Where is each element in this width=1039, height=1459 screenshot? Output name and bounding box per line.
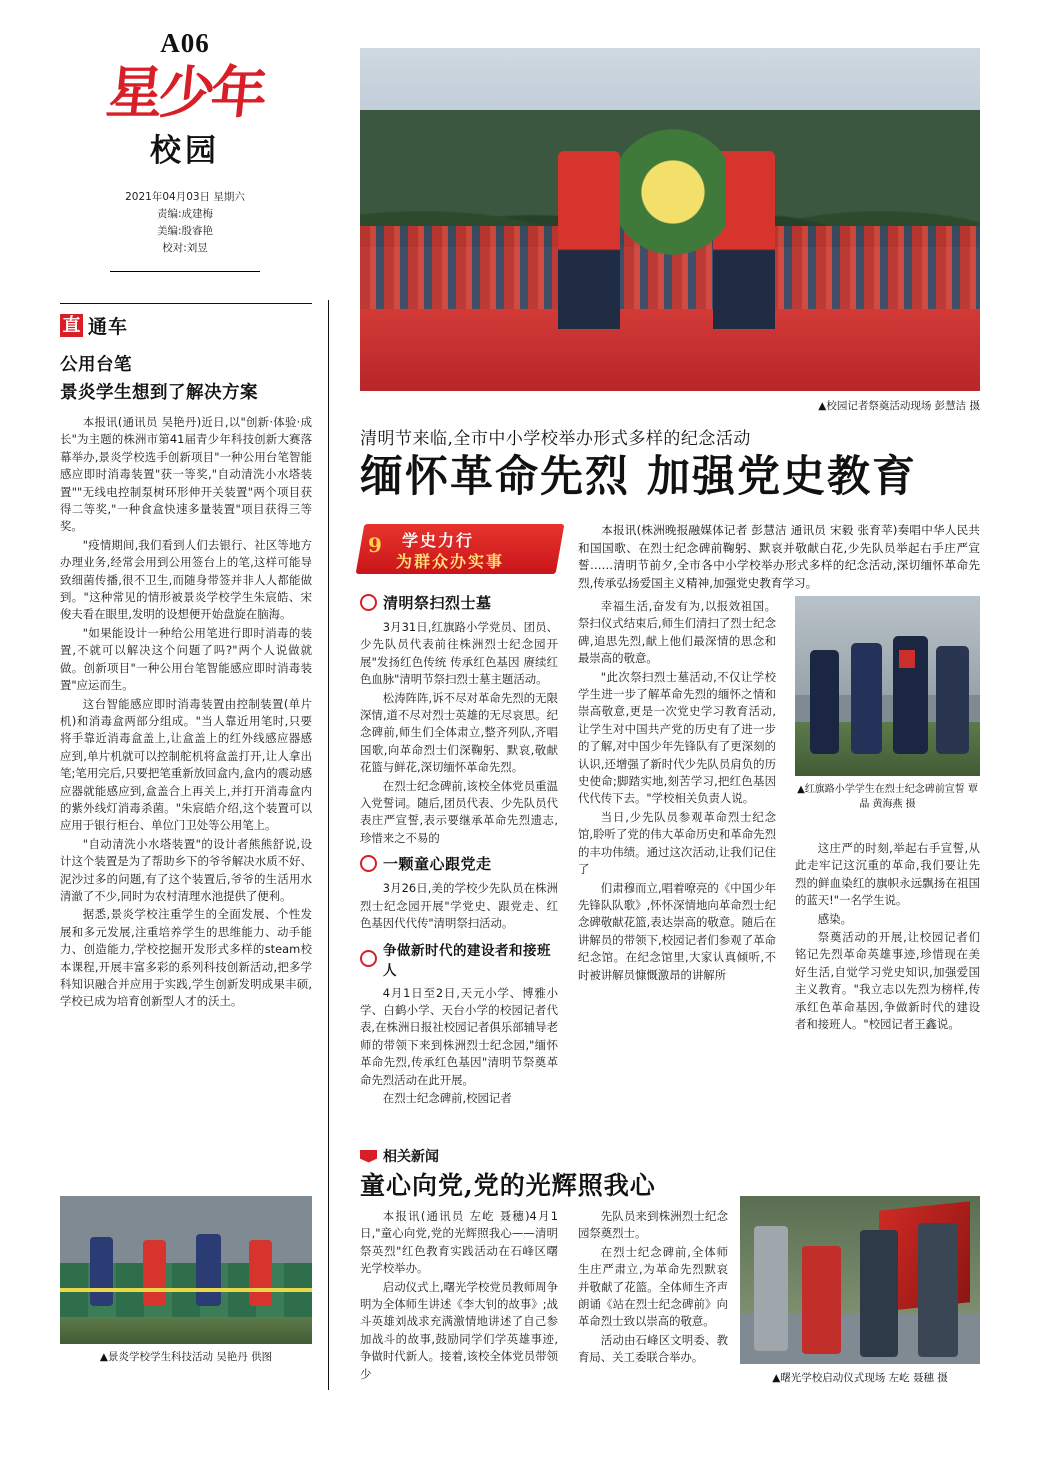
- left-column-top-rule: [60, 303, 312, 304]
- paragraph: 松涛阵阵,诉不尽对革命先烈的无限深情,道不尽对烈士英雄的无尽哀思。纪念碑前,师生们全体肃立,整齐列队,齐唱国歌,向革命烈士们深鞠躬、默哀,敬献花篮与鲜花,深切缅怀革命先烈。: [360, 690, 558, 775]
- related-news-headline: 童心向党,党的光辉照我心: [360, 1171, 656, 1200]
- photo-person-right: [918, 1223, 959, 1357]
- photo-flower-wreath: [620, 103, 725, 281]
- column-divider-rule: [328, 300, 329, 1390]
- paragraph: 活动由石峰区文明委、教育局、关工委联合举办。: [578, 1332, 728, 1365]
- left-article-body: [60, 414, 312, 1011]
- page-number: A06: [160, 28, 210, 58]
- main-story-body-c: [795, 840, 980, 1033]
- masthead: [60, 28, 310, 272]
- photo-student-4: [249, 1240, 272, 1305]
- left-photo-block: [60, 1196, 312, 1364]
- left-headline-line1: 公用台笔: [60, 355, 132, 375]
- paragraph: 启动仪式上,曙光学校党员教师周争明为全体师生讲述《李大钊的故事》;战斗英雄刘战求充满激情地讲述了自己参加战斗的故事,鼓励同学们学英雄事迹,争做时代新人。接着,该校全体党员带领少: [360, 1279, 558, 1381]
- oath-ceremony-photo: [795, 596, 980, 776]
- paragraph: 当日,少先队员参观革命烈士纪念馆,聆听了党的伟大革命历史和革命先烈的丰功伟绩。通过这次活动,让我们记住了: [578, 809, 776, 877]
- student-science-activity-photo: [60, 1196, 312, 1344]
- paragraph: 4月1日至2日,天元小学、博雅小学、白鹤小学、天台小学的校园记者代表,在株洲日报社校园记者俱乐部辅导老师的带领下来到株洲烈士纪念园,"缅怀革命先烈,传承红色基因"清明节祭奠革命先烈活动在此开展。: [360, 985, 558, 1087]
- photo-adult: [936, 646, 969, 754]
- related-news-column-a: [360, 1208, 558, 1384]
- main-story-body-a: [360, 619, 558, 847]
- subheading-3: [360, 939, 558, 979]
- subheading-1-text: 清明祭扫烈士墓: [383, 594, 492, 612]
- photo-grass-layer: [60, 1317, 312, 1344]
- photo-red-carpet-layer: [360, 309, 980, 391]
- main-story-body-a2: [360, 880, 558, 932]
- left-photo-caption: ▲景炎学校学生科技活动 吴艳丹 供图: [99, 1351, 273, 1363]
- photo-person-left: [754, 1226, 788, 1350]
- paragraph: "疫情期间,我们看到人们去银行、社区等地方办理业务,经常会用到公用签台上的笔,这样可能导致细菌传播,很不卫生,而随身带签并非人人都能做到。"这种常见的情形被景炎学校学生朱宸皓、宋俊夫看在眼里,发明的设想便开始盘旋在脑海。: [60, 537, 312, 622]
- imprint-block: [60, 189, 310, 257]
- paragraph: 3月26日,美的学校少先队员在株洲烈士纪念园开展"学党史、跟党走、红色基因代代传"清明祭扫活动。: [360, 881, 558, 931]
- related-news-body-a: [360, 1208, 558, 1383]
- related-news-flag: [360, 1146, 439, 1166]
- launch-ceremony-photo: [740, 1196, 980, 1364]
- main-story-column-a: [360, 586, 558, 1108]
- right-photo-caption: ▲曙光学校启动仪式现场 左屹 聂穗 摄: [772, 1372, 948, 1384]
- paragraph: "自动清洗小水塔装置"的设计者熊熊舒说,设计这个装置是为了帮助乡下的爷爷解决水质不好、泥沙过多的问题,有了这个装置后,爷爷的生活用水清澈了不少,同时为农村清理水池提供了便利。: [60, 836, 312, 903]
- ribbon-line2: 为群众办实事: [396, 552, 505, 571]
- mid-photo-caption: ▲红旗路小学学生在烈士纪念碑前宣誓 覃晶 黄海燕 摄: [797, 784, 978, 810]
- ribbon-line1: 学史力行: [402, 531, 475, 550]
- section-flag-zhitongche: [60, 312, 312, 339]
- main-story-body-a3: [360, 985, 558, 1108]
- top-photo-wreath-ceremony: [360, 48, 980, 391]
- left-column: [60, 312, 312, 1012]
- subheading-1: [360, 592, 558, 613]
- publication-logo: [60, 60, 310, 175]
- top-photo-caption: ▲校园记者祭奠活动现场 彭慧洁 摄: [818, 400, 980, 412]
- paragraph: "此次祭扫烈士墓活动,不仅让学校学生进一步了解革命先烈的缅怀之情和崇高敬意,更是一次党史学习教育活动,让学生对中国共产党的历史有了进一步的了解,对中国少年先锋队有了更深刻的认识,还增强了新时代少先队员肩负的历史使命;脚踏实地,刻苦学习,把红色基因代代传下去。"学校相关负责人说。: [578, 669, 776, 806]
- paragraph: 幸福生活,奋发有为,以报效祖国。祭扫仪式结束后,师生们清扫了烈士纪念碑,追思先烈,献上他们最深情的思念和最崇高的敬意。: [578, 599, 776, 666]
- issue-date: 2021年04月03日 星期六: [125, 191, 245, 203]
- shoulder-headline: 清明节来临,全市中小学校举办形式多样的纪念活动: [360, 429, 751, 449]
- ring-bullet-icon: [360, 950, 377, 967]
- logo-main-text: 星少年: [103, 60, 267, 126]
- photo-student-left: [558, 151, 620, 329]
- photo-student-b: [851, 643, 882, 755]
- paragraph: 据悉,景炎学校注重学生的全面发展、个性发展和多元发展,注重培养学生的思维能力、动手能力、创造能力,学校挖掘开发形式多样的steam校本课程,开展丰富多彩的系列科技创新活动,把多学科知识融合并应用于实践,学生创新发明成果丰硕,学校已成为培育创新型人才的沃土。: [60, 907, 312, 1009]
- paragraph: 先队员来到株洲烈士纪念园祭奠烈士。: [578, 1209, 728, 1241]
- photo-student-red: [802, 1246, 840, 1354]
- photo-red-scarf: [899, 650, 916, 668]
- main-story-body-b: [578, 598, 776, 984]
- paragraph: 在烈士纪念碑前,全体师生庄严肃立,为革命先烈默哀并敬献了花篮。全体师生齐声朗诵《站在烈士纪念碑前》向革命烈士致以崇高的敬意。: [578, 1244, 728, 1329]
- related-news-column-b: [578, 1208, 728, 1368]
- paragraph: 本报讯(通讯员 左屹 聂穗)4月1日,"童心向党,党的光辉照我心——清明祭英烈"红色教育实践活动在石峰区曙光学校举办。: [360, 1209, 558, 1276]
- designer-credit: 美编:殷睿艳: [156, 225, 214, 237]
- ribbon-number: 9: [368, 533, 382, 557]
- section-flag-char: 直: [60, 314, 83, 337]
- ring-bullet-icon: [360, 594, 377, 611]
- proofreader-credit: 校对:刘昱: [162, 242, 208, 254]
- paragraph: 本报讯(株洲晚报融媒体记者 彭慧洁 通讯员 宋毅 张育苹)奏唱中华人民共和国国歌、在烈士纪念碑前鞠躬、默哀并敬献白花,少先队员举起右手庄严宣誓……清明节前夕,全市各中小学校举办形式多样的纪念活动,深切缅怀革命先烈,传承弘扬爱国主义精神,加强党史教育学习。: [578, 523, 980, 590]
- photo-student-2: [143, 1240, 166, 1305]
- subheading-3-text: 争做新时代的建设者和接班人: [383, 942, 551, 979]
- section-flag-text: 通车: [88, 316, 129, 338]
- paragraph: 这庄严的时刻,举起右手宣誓,从此走牢记这沉重的革命,我们要让先烈的鲜血染红的旗帜永远飘扬在祖国的蓝天!"一名学生说。: [795, 841, 980, 908]
- main-headline: 缅怀革命先烈 加强党史教育: [360, 452, 917, 502]
- left-headline-line2: 景炎学生想到了解决方案: [60, 383, 258, 403]
- main-story-column-b: [578, 598, 776, 985]
- paragraph: 在烈士纪念碑前,该校全体党员重温入党誓词。随后,团员代表、少先队员代表庄严宣誓,表示要继承革命先烈遗志,珍惜来之不易的: [360, 778, 558, 845]
- editor-credit: 责编:成建梅: [156, 208, 214, 220]
- paragraph: 这台智能感应即时消毒装置由控制装置(单片机)和消毒盒两部分组成。"当人靠近用笔时,只要将手靠近消毒盒盖上,让盒盖上的红外线感应器感应到,单片机就可以控制舵机将盒盖打开,让人拿出笔;笔用完后,只要把笔重新放回盒内,盒内的震动感应器就能感应到,盒盖合上再关上,并打开消毒盒内的紫外线灯消毒杀菌。"朱宸皓介绍,这个装置可以应用于银行柜台、单位门卫处等公用笔上。: [60, 696, 312, 833]
- related-news-body-b: [578, 1208, 728, 1367]
- paragraph: 感染。: [817, 911, 852, 926]
- photo-yellow-line: [60, 1288, 312, 1292]
- logo-sub-text: 校园: [150, 133, 220, 169]
- main-story-column-c: [795, 840, 980, 1034]
- lead-paragraph: [578, 522, 980, 592]
- photo-person-center: [860, 1230, 898, 1358]
- photo-student-1: [90, 1237, 113, 1305]
- ring-bullet-icon: [360, 855, 377, 872]
- paragraph: 祭奠活动的开展,让校园记者们铭记先烈革命英雄事迹,珍惜现在美好生活,自觉学习党史知识,加强爱国主义教育。"我立志以先烈为榜样,传承红色革命基因,争做新时代的建设者和接班人。"校园记者王鑫说。: [795, 930, 980, 1032]
- subheading-2: [360, 853, 558, 874]
- photo-student-3: [196, 1234, 221, 1305]
- paragraph: 3月31日,红旗路小学党员、团员、少先队员代表前往株洲烈士纪念园开展"发扬红色传统 传承红色基因 赓续红色血脉"清明节祭扫烈士墓主题活动。: [360, 620, 558, 687]
- campaign-ribbon-badge: [360, 524, 560, 574]
- masthead-divider: [110, 271, 260, 272]
- paragraph: 在烈士纪念碑前,校园记者: [382, 1090, 512, 1105]
- paragraph: 本报讯(通讯员 吴艳丹)近日,以"创新·体验·成长"为主题的株洲市第41届青少年科技创新大赛落幕举办,景炎学校选手创新项目"一种公用台笔智能感应即时消毒装置"获一等奖,"自动清洗小水塔装置""无线电控制泵树环形伸开关装置"两个项目获得二等奖,"一种食盒快速多量装置"项目获得三等奖。: [60, 415, 312, 534]
- photo-student-a: [810, 650, 840, 754]
- paragraph: 们肃穆而立,唱着嘹亮的《中国少年先锋队队歌》,怀怀深情地向革命烈士纪念碑敬献花篮,表达崇高的敬意。随后在讲解员的带领下,校园记者们参观了革命纪念馆。在纪念馆里,大家认真倾听,不时被讲解员慷慨激昂的讲解所: [578, 880, 776, 982]
- paragraph: "如果能设计一种给公用笔进行即时消毒的装置,不就可以解决这个问题了吗?"两个人说做就做。创新项目"一种公用台笔智能感应即时消毒装置"应运而生。: [60, 625, 312, 693]
- related-news-label: 相关新闻: [383, 1149, 439, 1165]
- subheading-2-text: 一颗童心跟党走: [383, 855, 492, 874]
- banner-icon: [360, 1150, 377, 1163]
